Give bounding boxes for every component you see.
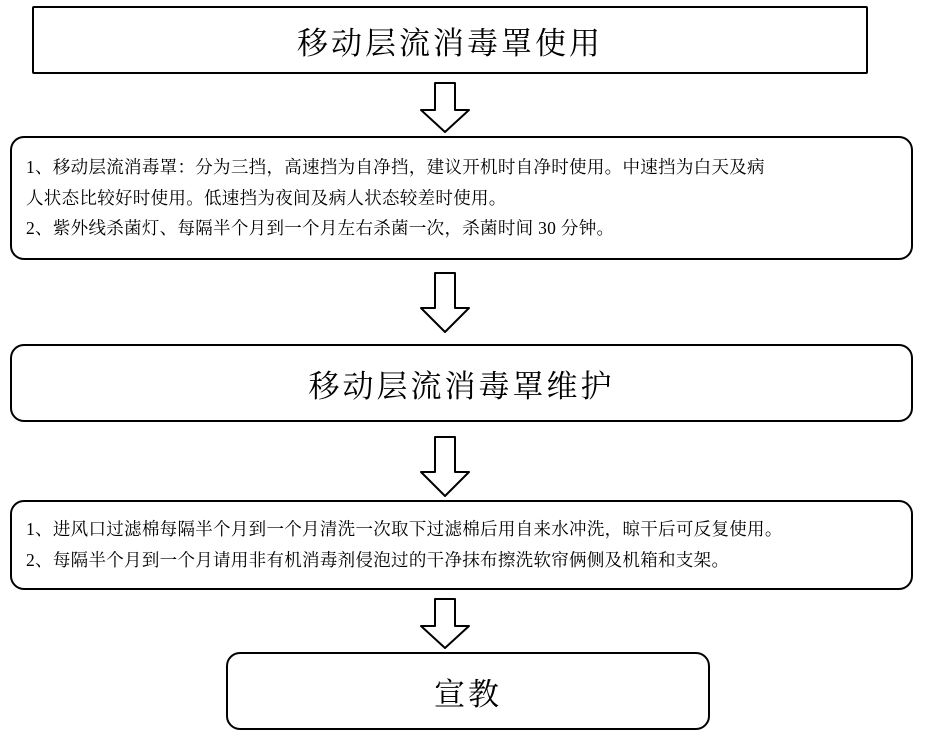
arrow-down-icon-3 (415, 436, 475, 498)
arrow-down-icon-2 (415, 272, 475, 334)
node-maintain-content-line-1: 1、进风口过滤棉每隔半个月到一个月清洗一次取下过滤棉后用自来水冲洗，晾干后可反复使用。 (26, 519, 783, 540)
arrow-down-icon-4 (415, 598, 475, 650)
node-maintain-title[interactable] (10, 344, 913, 422)
arrow-down-icon-1 (415, 82, 475, 134)
node-maintain-content[interactable] (10, 500, 913, 590)
node-use-content-line-1: 1、移动层流消毒罩：分为三挡，高速挡为自净挡，建议开机时自净时使用。中速挡为白天及病 (26, 157, 765, 178)
node-use-content-line-3: 2、紫外线杀菌灯、每隔半个月到一个月左右杀菌一次，杀菌时间 30 分钟。 (26, 218, 615, 239)
node-maintain-content-line-2: 2、每隔半个月到一个月请用非有机消毒剂侵泡过的干净抹布擦洗软帘俩侧及机箱和支架。 (26, 550, 730, 570)
node-education[interactable] (226, 652, 710, 730)
node-use-title[interactable] (32, 6, 868, 74)
node-use-title-label: 移动层流消毒罩使用 (297, 25, 603, 61)
node-education-label: 宣教 (434, 676, 502, 712)
node-use-content-line-2: 人状态比较好时使用。低速挡为夜间及病人状态较差时使用。 (26, 187, 507, 208)
node-maintain-title-label: 移动层流消毒罩维护 (308, 368, 615, 404)
node-use-content[interactable] (10, 136, 913, 260)
